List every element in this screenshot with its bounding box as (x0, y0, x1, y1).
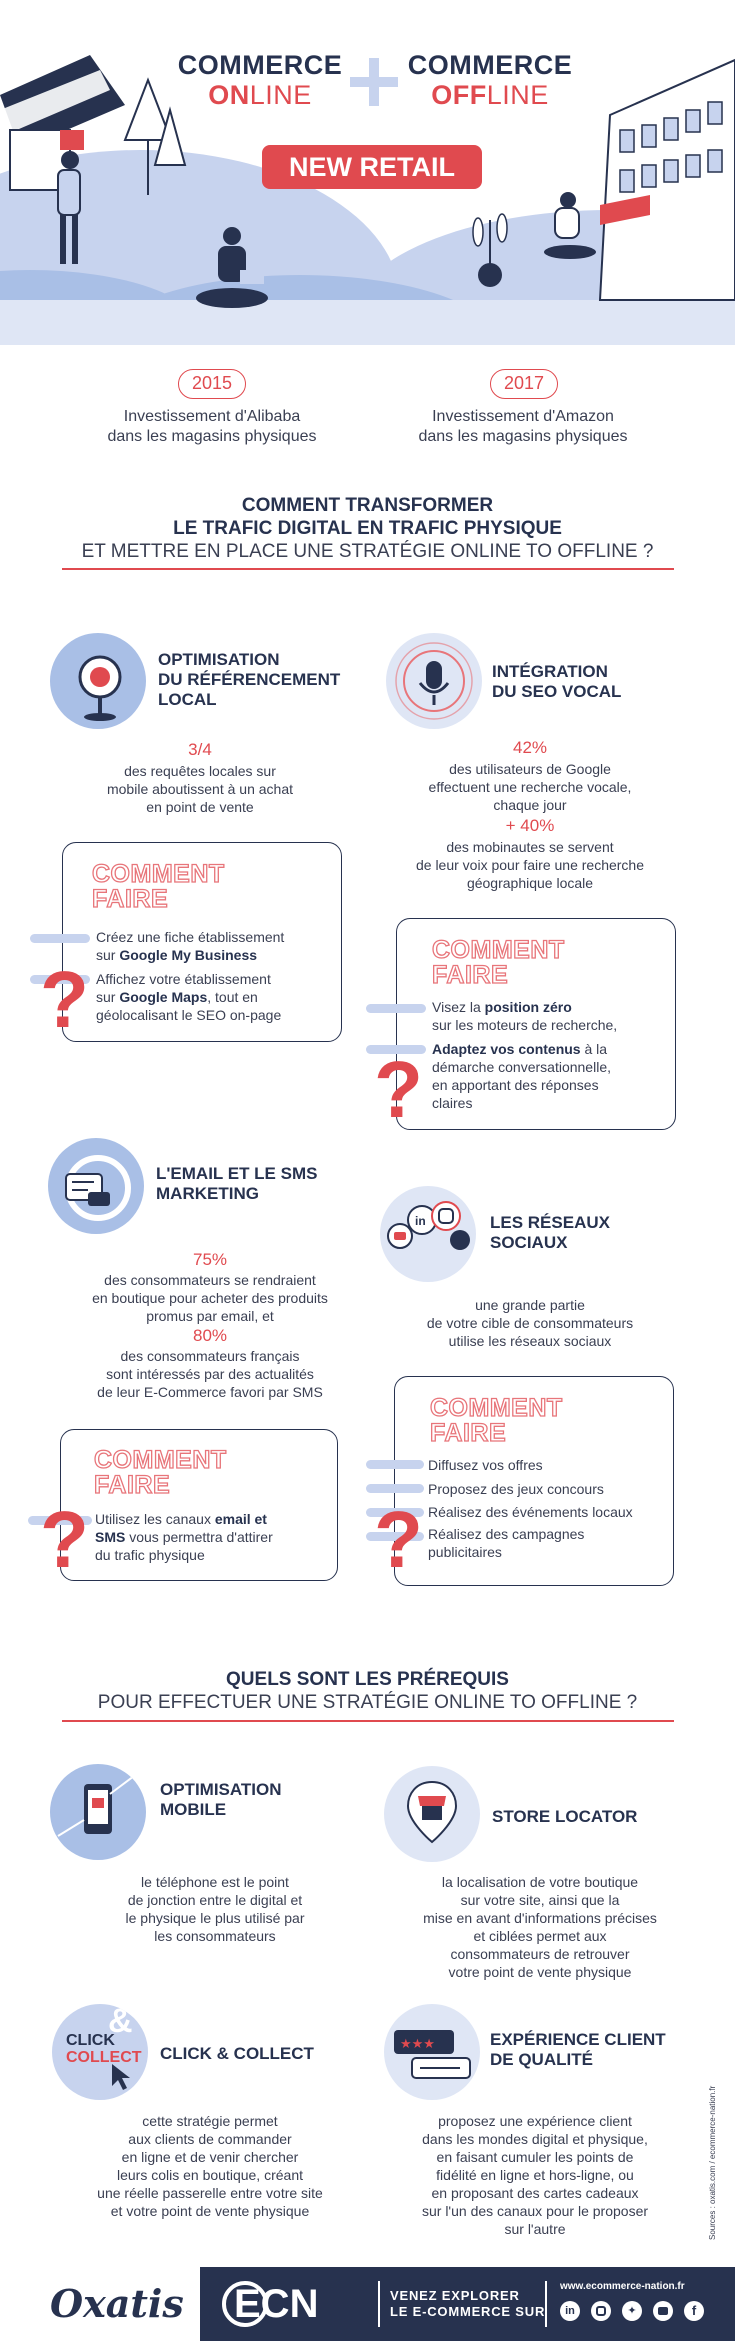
microphone-icon (386, 633, 482, 729)
social-desc-l1: une grande partie (475, 1297, 585, 1313)
local-seo-title-l3: LOCAL (158, 690, 217, 709)
mobile-desc-l1: le téléphone est le point (141, 1874, 289, 1890)
click-collect-icon-circle (52, 2004, 148, 2100)
year-2017-desc (393, 407, 653, 447)
mobile-icon-circle (50, 1764, 146, 1860)
social-how-l1: COMMENT (430, 1394, 563, 1422)
experience-title-l2: DE QUALITÉ (490, 2050, 593, 2069)
click-collect-desc-l1: cette stratégie permet (142, 2113, 278, 2129)
experience-title (490, 2030, 710, 2070)
email-sms-how-step (95, 1510, 335, 1564)
local-seo-step2-l1: Affichez votre établissement (96, 971, 271, 987)
local-seo-step2-l3: géolocalisant le SEO on-page (96, 1007, 282, 1023)
email-sms-title (156, 1164, 356, 1204)
click-collect-desc-l2: aux clients de commander (128, 2131, 292, 2147)
social-how-title (430, 1396, 563, 1446)
email-sms-desc2-l2: sont intéressés par des actualités (106, 1366, 314, 1382)
online-line2 (170, 80, 350, 110)
rating-bubble-icon (384, 2004, 480, 2100)
seo-vocal-bar-1 (366, 1004, 426, 1013)
footer-cta-l1: VENEZ EXPLORER (390, 2288, 520, 2303)
section1-title-l2: LE TRAFIC DIGITAL EN TRAFIC PHYSIQUE (173, 518, 562, 539)
seo-vocal-icon-circle (386, 633, 482, 729)
email-sms-stat-2: 80% (192, 1326, 228, 1345)
local-seo-how-l1: COMMENT (92, 860, 225, 888)
seo-vocal-desc1-l2: effectuent une recherche vocale, (428, 779, 632, 795)
oxatis-logo[interactable]: Oxatis (50, 2281, 184, 2326)
seo-vocal-step1-l1 (432, 998, 672, 1016)
section1-title (40, 494, 695, 563)
section2-title (40, 1668, 695, 1714)
local-seo-bar-1 (30, 934, 90, 943)
seo-vocal-how-l2: FAIRE (432, 961, 509, 989)
email-sms-desc1-l3: promus par email, et (146, 1308, 274, 1324)
online-suffix: LINE (249, 80, 312, 110)
social-title (490, 1213, 690, 1253)
online-line1: COMMERCE (177, 50, 343, 80)
local-seo-stat: 3/4 (188, 740, 212, 759)
offline-highlight: OFF (431, 80, 487, 110)
social-how-item-1: Diffusez vos offres (428, 1457, 543, 1473)
social-how-item-4b: publicitaires (428, 1543, 502, 1560)
click-collect-desc-l3: en ligne et de venir chercher (121, 2149, 299, 2165)
at-sign-icon (48, 1138, 144, 1234)
store-locator-desc (380, 1873, 700, 1981)
plus-icon (350, 58, 398, 106)
email-sms-step-bold2: SMS (95, 1529, 126, 1545)
year-badge-2017: 2017 (490, 369, 558, 399)
seo-vocal-question-mark: ? (374, 1045, 423, 1134)
seo-vocal-desc2-l1: des mobinautes se servent (446, 839, 614, 855)
experience-desc-l4: fidélité en ligne et hors-ligne, ou (436, 2167, 634, 2183)
local-seo-title (158, 650, 368, 710)
seo-vocal-step2-l4: claires (432, 1095, 473, 1111)
seo-vocal-how-step1 (432, 998, 672, 1034)
social-bar-2 (366, 1484, 424, 1493)
local-seo-how-step2 (96, 970, 336, 1024)
local-seo-desc-l3: en point de vente (146, 799, 254, 815)
footer (0, 2267, 735, 2341)
online-highlight: ON (208, 80, 250, 110)
ampersand-glyph: & (108, 2004, 133, 2040)
social-how-l2: FAIRE (430, 1419, 507, 1447)
seo-vocal-stat-1: 42% (512, 738, 548, 757)
social-icon-circle (380, 1186, 476, 1282)
store-locator-desc-l4: et ciblées permet aux (473, 1928, 607, 1944)
experience-desc-l7: sur l'autre (504, 2221, 566, 2237)
seo-vocal-how-l1: COMMENT (432, 936, 565, 964)
social-how-item-2: Proposez des jeux concours (428, 1480, 604, 1497)
svg-text:in: in (415, 1214, 426, 1228)
seo-vocal-step2-l1 (432, 1040, 672, 1058)
year-2017-desc-l2: dans les magasins physiques (418, 428, 628, 445)
store-locator-desc-l6: votre point de vente physique (448, 1964, 632, 1980)
seo-vocal-how-step2 (432, 1040, 672, 1112)
click-collect-icon-l2: COLLECT (66, 2049, 142, 2066)
email-sms-desc-2 (55, 1347, 365, 1401)
local-seo-step2-bold: Google Maps (119, 989, 208, 1005)
email-sms-title-l2: MARKETING (156, 1184, 259, 1203)
email-sms-step-prefix: Utilisez les canaux (95, 1511, 215, 1527)
year-2015-desc-l1: Investissement d'Alibaba (123, 408, 301, 425)
svg-text:★★★: ★★★ (400, 2037, 435, 2052)
local-seo-how-title (92, 862, 225, 912)
email-sms-desc1-l2: en boutique pour acheter des produits (92, 1290, 328, 1306)
email-sms-step-bold1: email et (214, 1511, 267, 1527)
social-bubbles-icon (380, 1186, 476, 1282)
email-sms-step-suffix: vous permettra d'attirer (125, 1529, 273, 1545)
store-locator-desc-l1: la localisation de votre boutique (441, 1874, 639, 1890)
social-desc (380, 1296, 680, 1350)
section2-title-l2: POUR EFFECTUER UNE STRATÉGIE ONLINE TO OFFLINE ? (97, 1692, 638, 1713)
store-locator-desc-l5: consommateurs de retrouver (450, 1946, 630, 1962)
local-seo-step1-bold: Google My Business (119, 947, 258, 963)
commerce-offline-title (400, 50, 580, 110)
email-sms-how-l2: FAIRE (94, 1471, 171, 1499)
mobile-title-l1: OPTIMISATION (160, 1780, 282, 1799)
footer-cta-l2: LE E-COMMERCE SUR (390, 2304, 546, 2319)
seo-vocal-desc1-l3: chaque jour (493, 797, 567, 813)
mobile-title (160, 1780, 360, 1820)
year-2015-desc (82, 407, 342, 447)
email-sms-step-l3: du trafic physique (95, 1547, 205, 1563)
email-sms-desc-1 (55, 1271, 365, 1325)
local-seo-how-step1 (96, 928, 336, 964)
ecn-logo[interactable]: ECN (234, 2282, 319, 2326)
store-pin-icon (384, 1766, 480, 1862)
social-desc-l3: utilise les réseaux sociaux (448, 1333, 612, 1349)
footer-separator-2 (545, 2281, 547, 2327)
seo-vocal-step2-bold: Adaptez vos contenus (432, 1041, 581, 1057)
year-badge-2015: 2015 (178, 369, 246, 399)
smartphone-icon (50, 1764, 146, 1860)
seo-vocal-step1-l2: sur les moteurs de recherche, (432, 1017, 618, 1033)
cursor-icon (108, 2062, 138, 2092)
experience-desc-l5: en proposant des cartes cadeaux (431, 2185, 639, 2201)
offline-line1: COMMERCE (407, 50, 573, 80)
footer-cta (390, 2288, 545, 2320)
local-seo-question-mark: ? (40, 955, 89, 1044)
email-sms-step-l1 (95, 1510, 335, 1528)
local-seo-icon-circle (50, 633, 146, 729)
section1-title-l3: ET METTRE EN PLACE UNE STRATÉGIE ONLINE TO OFFLINE ? (81, 541, 654, 562)
youtube-icon[interactable] (653, 2301, 673, 2321)
section2-title-l1: QUELS SONT LES PRÉREQUIS (226, 1669, 509, 1690)
seo-vocal-title (492, 662, 692, 702)
store-locator-desc-l2: sur votre site, ainsi que la (460, 1892, 620, 1908)
experience-desc-l3: en faisant cumuler les points de (436, 2149, 634, 2165)
click-collect-desc-l4: leurs colis en boutique, créant (117, 2167, 303, 2183)
mobile-title-l2: MOBILE (160, 1800, 227, 1819)
email-sms-desc2-l3: de leur E-Commerce favori par SMS (97, 1384, 323, 1400)
hero-banner (0, 0, 735, 345)
offline-line2 (400, 80, 580, 110)
section1-divider (62, 568, 674, 570)
email-sms-icon-circle (48, 1138, 144, 1234)
mobile-desc (70, 1873, 360, 1945)
local-seo-desc (60, 762, 340, 816)
seo-vocal-stat-2: + 40% (505, 816, 555, 835)
experience-desc-l1: proposez une expérience client (438, 2113, 632, 2129)
year-2015-desc-l2: dans les magasins physiques (107, 428, 317, 445)
social-how-item-3: Réalisez des événements locaux (428, 1504, 633, 1520)
local-seo-step2-l2 (96, 988, 336, 1006)
click-collect-icon-l1: CLICK (66, 2032, 115, 2049)
experience-title-l1: EXPÉRIENCE CLIENT (490, 2030, 666, 2049)
email-sms-desc1-l1: des consommateurs se rendraient (104, 1272, 316, 1288)
section1-title-l1: COMMENT TRANSFORMER (241, 495, 494, 516)
local-seo-step1-l2 (96, 946, 336, 964)
instagram-icon[interactable] (591, 2301, 611, 2321)
year-2017-desc-l1: Investissement d'Amazon (432, 408, 614, 425)
local-seo-step1-prefix: sur (96, 947, 120, 963)
email-sms-question-mark: ? (40, 1495, 89, 1584)
click-collect-desc-l6: et votre point de vente physique (110, 2203, 310, 2219)
local-seo-step1-l1: Créez une fiche établissement (96, 929, 285, 945)
seo-vocal-step2-l2: démarche conversationnelle, (432, 1059, 611, 1075)
seo-vocal-desc-1 (390, 760, 670, 814)
seo-vocal-desc2-l3: géographique locale (466, 875, 594, 891)
social-bar-1 (366, 1460, 424, 1469)
seo-vocal-step1-bold: position zéro (484, 999, 572, 1015)
click-collect-desc-l5: une réelle passerelle entre votre site (97, 2185, 323, 2201)
experience-desc (385, 2112, 685, 2238)
local-seo-title-l1: OPTIMISATION (158, 650, 280, 669)
footer-separator (378, 2281, 380, 2327)
experience-desc-l6: sur l'un des canaux pour le proposer (421, 2203, 649, 2219)
local-seo-step2-suffix: , tout en (207, 989, 258, 1005)
social-desc-l2: de votre cible de consommateurs (426, 1315, 634, 1331)
social-title-l2: SOCIAUX (490, 1233, 568, 1252)
experience-icon-circle (384, 2004, 480, 2100)
seo-vocal-desc1-l1: des utilisateurs de Google (449, 761, 611, 777)
footer-url[interactable]: www.ecommerce-nation.fr (560, 2281, 685, 2292)
email-sms-stat-1: 75% (192, 1250, 228, 1269)
mobile-desc-l2: de jonction entre le digital et (127, 1892, 303, 1908)
seo-vocal-how-title (432, 938, 565, 988)
facebook-icon[interactable]: f (684, 2301, 704, 2321)
click-collect-desc (60, 2112, 360, 2220)
email-sms-title-l1: L'EMAIL ET LE SMS (156, 1164, 318, 1183)
seo-vocal-title-l1: INTÉGRATION (492, 662, 608, 681)
linkedin-icon[interactable]: in (560, 2301, 580, 2321)
map-pin-magnifier-icon (50, 633, 146, 729)
seo-vocal-title-l2: DU SEO VOCAL (492, 682, 622, 701)
seo-vocal-step2-l3: en apportant des réponses (432, 1077, 599, 1093)
section2-divider (62, 1720, 674, 1722)
email-sms-how-title (94, 1448, 227, 1498)
local-seo-desc-l2: mobile aboutissent à un achat (106, 781, 293, 797)
social-question-mark: ? (374, 1495, 423, 1584)
experience-desc-l2: dans les mondes digital et physique, (422, 2131, 648, 2147)
new-retail-badge: NEW RETAIL (262, 145, 482, 189)
mobile-desc-l3: le physique le plus utilisé par (125, 1910, 305, 1926)
email-sms-desc2-l1: des consommateurs français (120, 1348, 300, 1364)
footer-social-icons (560, 2301, 720, 2323)
seo-vocal-step2-suffix: à la (580, 1041, 608, 1057)
twitter-icon[interactable]: ✦ (622, 2301, 642, 2321)
social-title-l1: LES RÉSEAUX (490, 1213, 610, 1232)
offline-suffix: LINE (486, 80, 549, 110)
email-sms-step-l2 (95, 1528, 335, 1546)
footer-banner (200, 2267, 735, 2341)
local-seo-step2-prefix: sur (96, 989, 120, 1005)
local-seo-desc-l1: des requêtes locales sur (124, 763, 276, 779)
store-locator-desc-l3: mise en avant d'informations précises (423, 1910, 657, 1926)
seo-vocal-desc2-l2: de leur voix pour faire une recherche (415, 857, 645, 873)
local-seo-how-l2: FAIRE (92, 885, 169, 913)
seo-vocal-step1-prefix: Visez la (432, 999, 485, 1015)
store-locator-title: STORE LOCATOR (492, 1807, 638, 1826)
click-collect-title: CLICK & COLLECT (160, 2044, 314, 2063)
sources-note: Sources : oxatis.com / ecommerce-nation.fr (708, 2085, 717, 2240)
social-how-list (428, 1454, 668, 1561)
social-how-item-4: Réalisez des campagnes (428, 1525, 585, 1542)
local-seo-title-l2: DU RÉFÉRENCEMENT (158, 670, 341, 689)
commerce-online-title (170, 50, 350, 110)
seo-vocal-desc-2 (380, 838, 680, 892)
mobile-desc-l4: les consommateurs (154, 1928, 276, 1944)
store-locator-icon-circle (384, 1766, 480, 1862)
email-sms-how-l1: COMMENT (94, 1446, 227, 1474)
